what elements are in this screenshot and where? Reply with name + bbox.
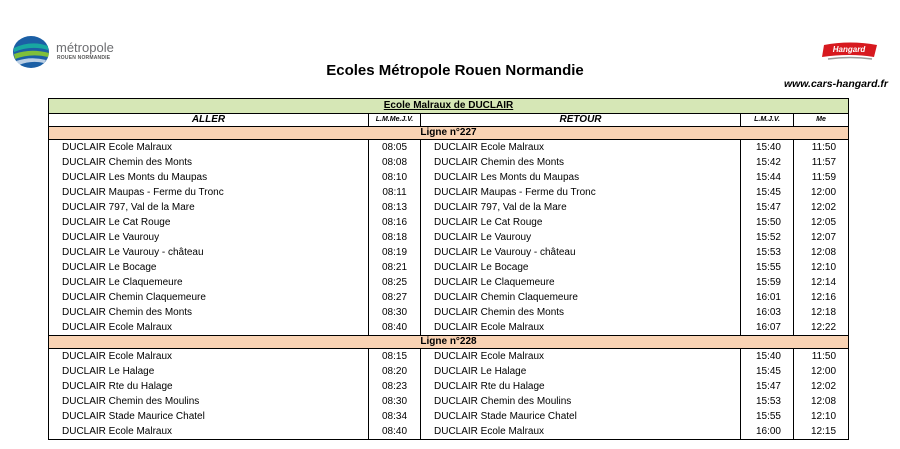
aller-time: 08:25 bbox=[369, 275, 421, 290]
aller-time: 08:05 bbox=[369, 140, 421, 156]
retour-stop: DUCLAIR Le Halage bbox=[421, 364, 741, 379]
retour-time-me: 11:59 bbox=[794, 170, 849, 185]
retour-time-me: 12:16 bbox=[794, 290, 849, 305]
aller-time: 08:15 bbox=[369, 349, 421, 365]
aller-time: 08:27 bbox=[369, 290, 421, 305]
aller-time: 08:18 bbox=[369, 230, 421, 245]
aller-stop: DUCLAIR 797, Val de la Mare bbox=[49, 200, 369, 215]
aller-time: 08:30 bbox=[369, 394, 421, 409]
retour-time-lmjv: 15:53 bbox=[741, 245, 794, 260]
aller-stop: DUCLAIR Chemin des Monts bbox=[49, 155, 369, 170]
retour-time-me: 12:10 bbox=[794, 409, 849, 424]
retour-stop: DUCLAIR Le Bocage bbox=[421, 260, 741, 275]
table-row bbox=[49, 349, 849, 365]
retour-time-me: 12:00 bbox=[794, 185, 849, 200]
retour-stop: DUCLAIR Chemin des Monts bbox=[421, 155, 741, 170]
aller-stop: DUCLAIR Le Vaurouy bbox=[49, 230, 369, 245]
retour-time-me: 11:57 bbox=[794, 155, 849, 170]
retour-stop: DUCLAIR Chemin Claquemeure bbox=[421, 290, 741, 305]
table-row bbox=[49, 305, 849, 320]
metropole-logo-subtext: ROUEN NORMANDIE bbox=[57, 55, 111, 61]
retour-stop: DUCLAIR Ecole Malraux bbox=[421, 424, 741, 440]
days-retour-header: L.M.J.V. bbox=[741, 114, 794, 127]
retour-time-lmjv: 15:45 bbox=[741, 185, 794, 200]
metropole-logo-text: métropole bbox=[56, 40, 114, 55]
retour-time-lmjv: 15:40 bbox=[741, 349, 794, 365]
retour-time-lmjv: 15:53 bbox=[741, 394, 794, 409]
line-name: Ligne n°228 bbox=[49, 336, 849, 349]
retour-stop: DUCLAIR Ecole Malraux bbox=[421, 320, 741, 336]
table-row bbox=[49, 424, 849, 440]
school-banner-row bbox=[49, 99, 849, 114]
aller-time: 08:16 bbox=[369, 215, 421, 230]
table-row bbox=[49, 215, 849, 230]
retour-time-me: 12:02 bbox=[794, 200, 849, 215]
retour-time-lmjv: 15:59 bbox=[741, 275, 794, 290]
table-row bbox=[49, 290, 849, 305]
hangard-logo-text: Hangard bbox=[832, 45, 866, 54]
aller-time: 08:23 bbox=[369, 379, 421, 394]
table-row bbox=[49, 364, 849, 379]
timetable bbox=[48, 98, 849, 440]
retour-time-lmjv: 16:07 bbox=[741, 320, 794, 336]
days-aller-header: L.M.Me.J.V. bbox=[369, 114, 421, 127]
retour-time-me: 12:10 bbox=[794, 260, 849, 275]
aller-stop: DUCLAIR Le Claquemeure bbox=[49, 275, 369, 290]
aller-time: 08:40 bbox=[369, 424, 421, 440]
retour-time-lmjv: 16:01 bbox=[741, 290, 794, 305]
table-row bbox=[49, 409, 849, 424]
aller-time: 08:11 bbox=[369, 185, 421, 200]
aller-time: 08:10 bbox=[369, 170, 421, 185]
me-header: Me bbox=[794, 114, 849, 127]
aller-time: 08:19 bbox=[369, 245, 421, 260]
table-row bbox=[49, 394, 849, 409]
aller-stop: DUCLAIR Le Vaurouy - château bbox=[49, 245, 369, 260]
table-row bbox=[49, 140, 849, 156]
aller-stop: DUCLAIR Ecole Malraux bbox=[49, 349, 369, 365]
retour-time-me: 12:00 bbox=[794, 364, 849, 379]
aller-stop: DUCLAIR Chemin Claquemeure bbox=[49, 290, 369, 305]
retour-stop: DUCLAIR Le Claquemeure bbox=[421, 275, 741, 290]
retour-time-lmjv: 15:45 bbox=[741, 364, 794, 379]
line-header-row bbox=[49, 336, 849, 349]
metropole-logo-icon bbox=[12, 34, 52, 70]
school-name: Ecole Malraux de DUCLAIR bbox=[49, 99, 849, 114]
retour-time-lmjv: 15:44 bbox=[741, 170, 794, 185]
table-row bbox=[49, 379, 849, 394]
table-row bbox=[49, 275, 849, 290]
retour-time-me: 12:05 bbox=[794, 215, 849, 230]
line-header-row bbox=[49, 127, 849, 140]
aller-stop: DUCLAIR Le Halage bbox=[49, 364, 369, 379]
retour-time-lmjv: 15:55 bbox=[741, 260, 794, 275]
retour-stop: DUCLAIR Le Cat Rouge bbox=[421, 215, 741, 230]
table-row bbox=[49, 320, 849, 336]
aller-time: 08:30 bbox=[369, 305, 421, 320]
retour-time-lmjv: 15:55 bbox=[741, 409, 794, 424]
retour-time-me: 12:22 bbox=[794, 320, 849, 336]
aller-stop: DUCLAIR Ecole Malraux bbox=[49, 320, 369, 336]
aller-stop: DUCLAIR Rte du Halage bbox=[49, 379, 369, 394]
aller-stop: DUCLAIR Ecole Malraux bbox=[49, 140, 369, 156]
retour-stop: DUCLAIR Le Vaurouy bbox=[421, 230, 741, 245]
aller-stop: DUCLAIR Ecole Malraux bbox=[49, 424, 369, 440]
table-row bbox=[49, 185, 849, 200]
aller-stop: DUCLAIR Le Cat Rouge bbox=[49, 215, 369, 230]
retour-time-me: 12:08 bbox=[794, 245, 849, 260]
retour-time-lmjv: 15:40 bbox=[741, 140, 794, 156]
table-row bbox=[49, 260, 849, 275]
retour-stop: DUCLAIR Stade Maurice Chatel bbox=[421, 409, 741, 424]
retour-time-lmjv: 16:03 bbox=[741, 305, 794, 320]
retour-stop: DUCLAIR Ecole Malraux bbox=[421, 140, 741, 156]
website-url: www.cars-hangard.fr bbox=[783, 78, 888, 90]
hangard-logo bbox=[820, 42, 880, 66]
aller-time: 08:13 bbox=[369, 200, 421, 215]
retour-time-lmjv: 16:00 bbox=[741, 424, 794, 440]
aller-time: 08:08 bbox=[369, 155, 421, 170]
retour-stop: DUCLAIR Maupas - Ferme du Tronc bbox=[421, 185, 741, 200]
retour-time-me: 12:02 bbox=[794, 379, 849, 394]
aller-stop: DUCLAIR Stade Maurice Chatel bbox=[49, 409, 369, 424]
retour-time-me: 12:14 bbox=[794, 275, 849, 290]
aller-header: ALLER bbox=[49, 114, 369, 127]
metropole-logo bbox=[12, 34, 112, 72]
retour-stop: DUCLAIR Chemin des Moulins bbox=[421, 394, 741, 409]
column-header-row bbox=[49, 114, 849, 127]
retour-time-lmjv: 15:50 bbox=[741, 215, 794, 230]
table-row bbox=[49, 200, 849, 215]
retour-stop: DUCLAIR 797, Val de la Mare bbox=[421, 200, 741, 215]
aller-time: 08:40 bbox=[369, 320, 421, 336]
retour-time-me: 12:08 bbox=[794, 394, 849, 409]
retour-header: RETOUR bbox=[421, 114, 741, 127]
aller-stop: DUCLAIR Le Bocage bbox=[49, 260, 369, 275]
table-row bbox=[49, 245, 849, 260]
table-row bbox=[49, 170, 849, 185]
retour-time-me: 12:15 bbox=[794, 424, 849, 440]
retour-stop: DUCLAIR Chemin des Monts bbox=[421, 305, 741, 320]
aller-time: 08:34 bbox=[369, 409, 421, 424]
retour-time-me: 12:07 bbox=[794, 230, 849, 245]
retour-time-lmjv: 15:47 bbox=[741, 200, 794, 215]
retour-time-lmjv: 15:52 bbox=[741, 230, 794, 245]
aller-stop: DUCLAIR Les Monts du Maupas bbox=[49, 170, 369, 185]
aller-time: 08:21 bbox=[369, 260, 421, 275]
aller-time: 08:20 bbox=[369, 364, 421, 379]
page-title: Ecoles Métropole Rouen Normandie bbox=[326, 62, 584, 79]
retour-time-me: 11:50 bbox=[794, 349, 849, 365]
aller-stop: DUCLAIR Maupas - Ferme du Tronc bbox=[49, 185, 369, 200]
retour-stop: DUCLAIR Les Monts du Maupas bbox=[421, 170, 741, 185]
table-row bbox=[49, 155, 849, 170]
aller-stop: DUCLAIR Chemin des Moulins bbox=[49, 394, 369, 409]
retour-stop: DUCLAIR Le Vaurouy - château bbox=[421, 245, 741, 260]
table-row bbox=[49, 230, 849, 245]
line-name: Ligne n°227 bbox=[49, 127, 849, 140]
aller-stop: DUCLAIR Chemin des Monts bbox=[49, 305, 369, 320]
retour-stop: DUCLAIR Ecole Malraux bbox=[421, 349, 741, 365]
retour-time-lmjv: 15:42 bbox=[741, 155, 794, 170]
retour-stop: DUCLAIR Rte du Halage bbox=[421, 379, 741, 394]
retour-time-lmjv: 15:47 bbox=[741, 379, 794, 394]
retour-time-me: 11:50 bbox=[794, 140, 849, 156]
retour-time-me: 12:18 bbox=[794, 305, 849, 320]
